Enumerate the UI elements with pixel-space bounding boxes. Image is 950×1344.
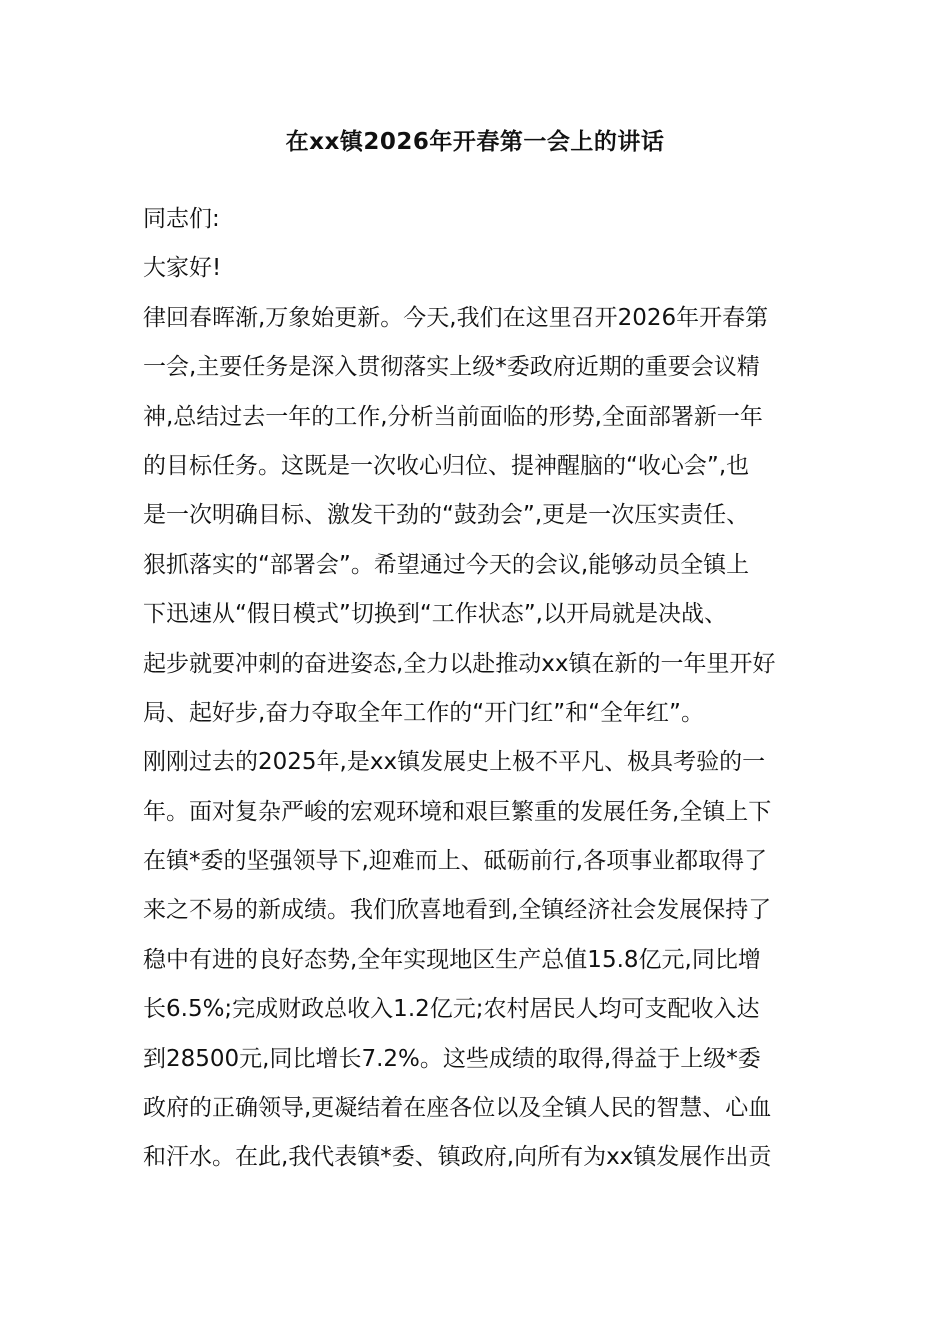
paragraph-line: 来之不易的新成绩。我们欣喜地看到,全镇经济社会发展保持了 [143, 897, 772, 924]
paragraph-line: 到28500元,同比增长7.2%。这些成绩的取得,得益于上级*委 [143, 1045, 761, 1072]
paragraph-line: 长6.5%;完成财政总收入1.2亿元;农村居民人均可支配收入达 [143, 996, 760, 1023]
paragraph-line: 稳中有进的良好态势,全年实现地区生产总值15.8亿元,同比增 [143, 946, 761, 973]
paragraph-line: 起步就要冲刺的奋进姿态,全力以赴推动xx镇在新的一年里开好 [143, 650, 776, 677]
paragraph-line: 下迅速从“假日模式”切换到“工作状态”,以开局就是决战、 [143, 601, 727, 628]
paragraph-line: 律回春晖渐,万象始更新。今天,我们在这里召开2026年开春第 [143, 304, 769, 331]
paragraph-line: 在镇*委的坚强领导下,迎难而上、砥砺前行,各项事业都取得了 [143, 848, 768, 875]
paragraph-line: 政府的正确领导,更凝结着在座各位以及全镇人民的智慧、心血 [143, 1095, 772, 1122]
paragraph-line: 神,总结过去一年的工作,分析当前面临的形势,全面部署新一年 [143, 403, 763, 430]
greeting-line: 同志们: [143, 206, 220, 232]
paragraph-line: 是一次明确目标、激发干劲的“鼓劲会”,更是一次压实责任、 [143, 502, 750, 529]
paragraph-line: 的目标任务。这既是一次收心归位、提神醒脑的“收心会”,也 [143, 452, 750, 479]
greeting-line: 大家好! [143, 255, 222, 282]
paragraph-line: 狠抓落实的“部署会”。希望通过今天的会议,能够动员全镇上 [143, 551, 750, 578]
paragraph-line: 局、起好步,奋力夺取全年工作的“开门红”和“全年红”。 [143, 699, 704, 726]
paragraph-line: 年。面对复杂严峻的宏观环境和艰巨繁重的发展任务,全镇上下 [143, 798, 772, 825]
document-body [143, 195, 808, 1183]
paragraph-line: 一会,主要任务是深入贯彻落实上级*委政府近期的重要会议精 [143, 354, 760, 381]
document-title: 在xx镇2026年开春第一会上的讲话 [285, 129, 665, 155]
paragraph-line: 和汗水。在此,我代表镇*委、镇政府,向所有为xx镇发展作出贡 [143, 1144, 772, 1171]
paragraph-line: 刚刚过去的2025年,是xx镇发展史上极不平凡、极具考验的一 [143, 749, 766, 776]
